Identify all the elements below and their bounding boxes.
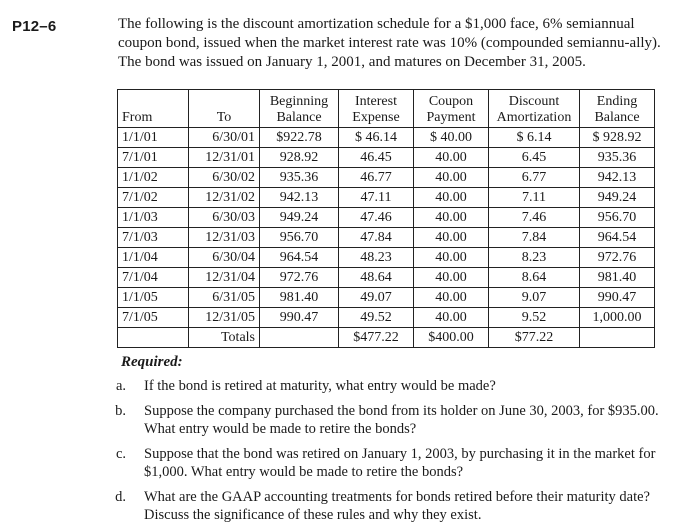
discount-amortization-cell: 7.84 [489, 228, 580, 248]
ending-balance-cell: 972.76 [580, 248, 655, 268]
coupon-payment-cell: 40.00 [414, 288, 489, 308]
beginning-balance-cell: 935.36 [260, 168, 339, 188]
beginning-balance-cell: 956.70 [260, 228, 339, 248]
interest-expense-cell: 49.52 [339, 308, 414, 328]
amortization-schedule-table [117, 89, 655, 348]
coupon-payment-cell: 40.00 [414, 148, 489, 168]
ending-balance-cell: 949.24 [580, 188, 655, 208]
discount-amortization-cell: 9.07 [489, 288, 580, 308]
header-discount-amortization: Discount Amortization [489, 90, 580, 128]
interest-expense-cell: 47.11 [339, 188, 414, 208]
table-row [118, 248, 655, 268]
totals-blank-cell [260, 328, 339, 348]
from-date-cell: 7/1/05 [118, 308, 189, 328]
totals-row [118, 328, 655, 348]
question-item [104, 445, 664, 481]
table-row [118, 168, 655, 188]
beginning-balance-cell: 964.54 [260, 248, 339, 268]
to-date-cell: 6/30/02 [189, 168, 260, 188]
to-date-cell: 6/30/03 [189, 208, 260, 228]
beginning-balance-cell: 981.40 [260, 288, 339, 308]
table-row [118, 128, 655, 148]
header-beginning-balance: Beginning Balance [260, 90, 339, 128]
ending-balance-cell: 956.70 [580, 208, 655, 228]
ending-balance-cell: 1,000.00 [580, 308, 655, 328]
problem-intro: The following is the discount amortization schedule for a $1,000 face, 6% semiannual coupon bond, issued when the market interest rate was 10% (compounded semiannu-ally). The bond was issued on January 1, 2001, and matures on December 31, 2005. [118, 16, 661, 70]
question-text: If the bond is retired at maturity, what entry would be made? [144, 378, 496, 394]
coupon-payment-cell: 40.00 [414, 228, 489, 248]
ending-balance-cell: 990.47 [580, 288, 655, 308]
total-coupon-payment: $400.00 [414, 328, 489, 348]
from-date-cell: 1/1/05 [118, 288, 189, 308]
question-item [104, 402, 664, 438]
beginning-balance-cell: 942.13 [260, 188, 339, 208]
table-row [118, 208, 655, 228]
from-date-cell: 1/1/02 [118, 168, 189, 188]
coupon-payment-cell: 40.00 [414, 208, 489, 228]
header-from: From [118, 90, 189, 128]
ending-balance-cell: 981.40 [580, 268, 655, 288]
question-letter: b. [115, 403, 126, 419]
to-date-cell: 6/30/01 [189, 128, 260, 148]
problem-number: P12–6 [12, 18, 57, 35]
to-date-cell: 6/31/05 [189, 288, 260, 308]
ending-balance-cell: 964.54 [580, 228, 655, 248]
question-text: Suppose that the bond was retired on January 1, 2003, by purchasing it in the market for $1,000. What entry would be made to retire the bonds? [144, 446, 656, 480]
question-text: What are the GAAP accounting treatments for bonds retired before their maturity date? Discuss the significance of these rules and why they exist. [144, 489, 650, 523]
table-row [118, 228, 655, 248]
table-row [118, 188, 655, 208]
question-letter: a. [115, 378, 126, 394]
totals-blank-cell [118, 328, 189, 348]
discount-amortization-cell: 8.23 [489, 248, 580, 268]
header-coupon-payment: Coupon Payment [414, 90, 489, 128]
from-date-cell: 1/1/03 [118, 208, 189, 228]
total-interest-expense: $477.22 [339, 328, 414, 348]
header-to: To [189, 90, 260, 128]
interest-expense-cell: $ 46.14 [339, 128, 414, 148]
from-date-cell: 1/1/01 [118, 128, 189, 148]
to-date-cell: 12/31/05 [189, 308, 260, 328]
discount-amortization-cell: $ 6.14 [489, 128, 580, 148]
ending-balance-cell: 935.36 [580, 148, 655, 168]
question-letter: d. [115, 489, 126, 505]
required-questions [104, 377, 664, 531]
beginning-balance-cell: 949.24 [260, 208, 339, 228]
interest-expense-cell: 46.45 [339, 148, 414, 168]
beginning-balance-cell: 972.76 [260, 268, 339, 288]
beginning-balance-cell: 928.92 [260, 148, 339, 168]
totals-blank-cell [580, 328, 655, 348]
required-heading: Required: [121, 354, 183, 370]
discount-amortization-cell: 6.77 [489, 168, 580, 188]
coupon-payment-cell: 40.00 [414, 168, 489, 188]
to-date-cell: 12/31/01 [189, 148, 260, 168]
question-text: Suppose the company purchased the bond from its holder on June 30, 2003, for $935.00. What entry would be made to retire the bonds? [144, 403, 659, 437]
from-date-cell: 1/1/04 [118, 248, 189, 268]
table-header-row [118, 90, 655, 128]
to-date-cell: 12/31/04 [189, 268, 260, 288]
from-date-cell: 7/1/02 [118, 188, 189, 208]
to-date-cell: 6/30/04 [189, 248, 260, 268]
to-date-cell: 12/31/02 [189, 188, 260, 208]
table-row [118, 268, 655, 288]
beginning-balance-cell: 990.47 [260, 308, 339, 328]
discount-amortization-cell: 7.11 [489, 188, 580, 208]
question-item [104, 377, 664, 395]
interest-expense-cell: 47.84 [339, 228, 414, 248]
header-interest-expense: Interest Expense [339, 90, 414, 128]
coupon-payment-cell: 40.00 [414, 248, 489, 268]
interest-expense-cell: 47.46 [339, 208, 414, 228]
discount-amortization-cell: 8.64 [489, 268, 580, 288]
coupon-payment-cell: $ 40.00 [414, 128, 489, 148]
from-date-cell: 7/1/04 [118, 268, 189, 288]
coupon-payment-cell: 40.00 [414, 188, 489, 208]
totals-label: Totals [189, 328, 260, 348]
total-discount-amortization: $77.22 [489, 328, 580, 348]
discount-amortization-cell: 6.45 [489, 148, 580, 168]
interest-expense-cell: 48.23 [339, 248, 414, 268]
discount-amortization-cell: 7.46 [489, 208, 580, 228]
beginning-balance-cell: $922.78 [260, 128, 339, 148]
header-ending-balance: Ending Balance [580, 90, 655, 128]
question-letter: c. [115, 446, 126, 462]
table-row [118, 148, 655, 168]
ending-balance-cell: 942.13 [580, 168, 655, 188]
from-date-cell: 7/1/01 [118, 148, 189, 168]
table-row [118, 308, 655, 328]
to-date-cell: 12/31/03 [189, 228, 260, 248]
ending-balance-cell: $ 928.92 [580, 128, 655, 148]
coupon-payment-cell: 40.00 [414, 268, 489, 288]
question-item [104, 488, 664, 524]
from-date-cell: 7/1/03 [118, 228, 189, 248]
table-row [118, 288, 655, 308]
coupon-payment-cell: 40.00 [414, 308, 489, 328]
discount-amortization-cell: 9.52 [489, 308, 580, 328]
interest-expense-cell: 46.77 [339, 168, 414, 188]
interest-expense-cell: 48.64 [339, 268, 414, 288]
interest-expense-cell: 49.07 [339, 288, 414, 308]
